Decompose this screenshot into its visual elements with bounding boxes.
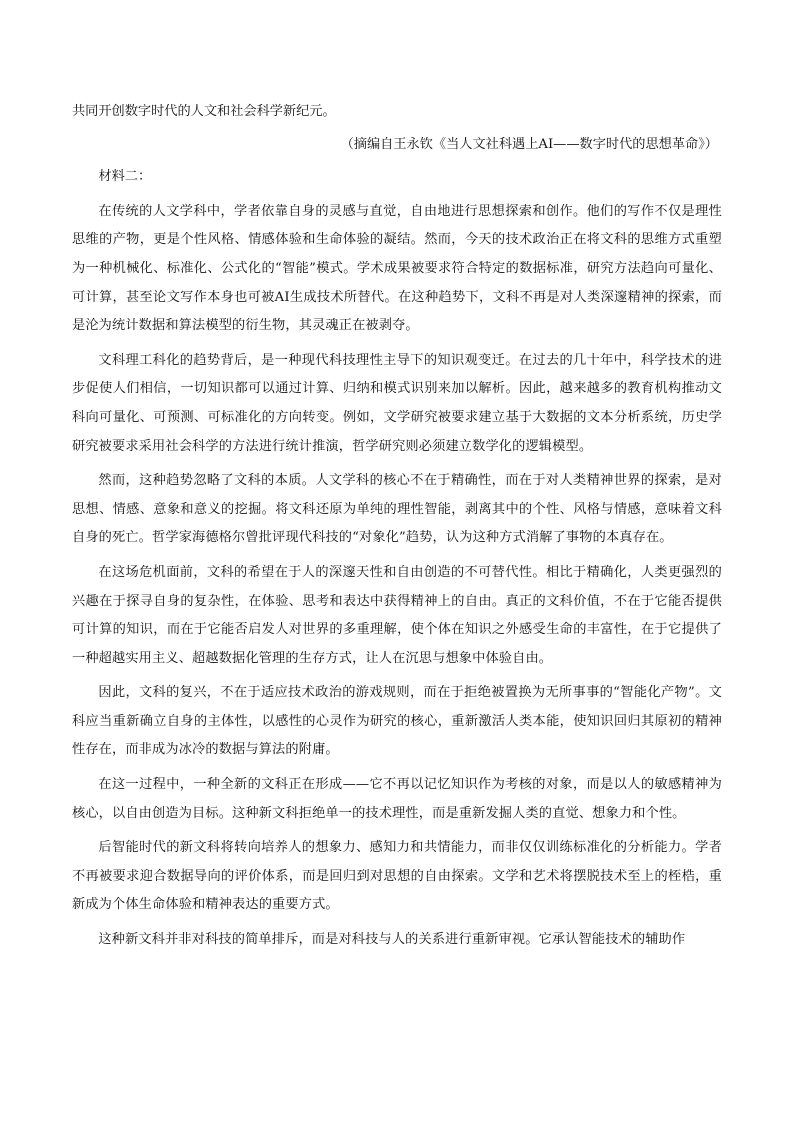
paragraph-6: 在这一过程中，一种全新的文科正在形成——它不再以记忆知识作为考核的对象，而是以人的敏感精神为核心，以自由创造为目标。这种新文科拒绝单一的技术理性，而是重新发掘人类的直觉、想象力和个性。 (72, 777, 722, 821)
paragraph-5: 因此，文科的复兴，不在于适应技术政治的游戏规则，而在于拒绝被置换为无所事事的“智能化产物”。文科应当重新确立自身的主体性，以感性的心灵作为研究的核心，重新激活人类本能，使知识回归其原初的精神性存在，而非成为冰冷的数据与算法的附庸。 (72, 685, 722, 758)
material-label: 材料二： (98, 169, 152, 185)
paragraph-7: 后智能时代的新文科将转向培养人的想象力、感知力和共情能力，而非仅仅训练标准化的分析能力。学者不再被要求迎合数据导向的评价体系，而是回归到对思想的自由探索。文学和艺术将摆脱技术至上的桎梏，重新成为个体生命体验和精神表达的重要方式。 (72, 840, 722, 913)
paragraph-3: 然而，这种趋势忽略了文科的本质。人文学科的核心不在于精确性，而在于对人类精神世界的探索，是对思想、情感、意象和意义的挖掘。将文科还原为单纯的理性智能，剥离其中的个性、风格与情感，意味着文科自身的死亡。哲学家海德格尔曾批评现代科技的“对象化”趋势，认为这种方式消解了事物的本真存在。 (72, 473, 722, 546)
paragraph-1: 在传统的人文学科中，学者依靠自身的灵感与直觉，自由地进行思想探索和创作。他们的写作不仅是理性思维的产物，更是个性风格、情感体验和生命体验的凝结。然而，今天的技术政治正在将文科的思维方式重塑为一种机械化、标准化、公式化的“智能”模式。学术成果被要求符合特定的数据标准，研究方法趋向可量化、可计算，甚至论文写作本身也可被AI生成技术所替代。在这种趋势下，文科不再是对人类深邃精神的探索，而是沦为统计数据和算法模型的衍生物，其灵魂正在被剥夺。 (72, 203, 722, 334)
document-body (72, 98, 722, 955)
paragraph-8: 这种新文科并非对科技的简单排斥，而是对科技与人的关系进行重新审视。它承认智能技术的辅助作 (98, 932, 686, 948)
continuation-line: 共同开创数字时代的人文和社会科学新纪元。 (72, 104, 336, 119)
source-citation: （摘编自王永钦《当人文社科遇上AI——数字时代的思想革命》） (340, 136, 718, 152)
paragraph-4: 在这场危机面前，文科的希望在于人的深邃天性和自由创造的不可替代性。相比于精确化，人类更强烈的兴趣在于探寻自身的复杂性，在体验、思考和表达中获得精神上的自由。真正的文科价值，不在于它能否提供可计算的知识，而在于它能否启发人对世界的多重理解，使个体在知识之外感受生命的丰富性，在于它提供了一种超越实用主义、超越数据化管理的生存方式，让人在沉思与想象中体验自由。 (72, 564, 722, 666)
paragraph-2: 文科理工科化的趋势背后，是一种现代科技理性主导下的知识观变迁。在过去的几十年中，科学技术的进步促使人们相信，一切知识都可以通过计算、归纳和模式识别来加以解析。因此，越来越多的教育机构推动文科向可量化、可预测、可标准化的方向转变。例如，文学研究被要求建立基于大数据的文本分析系统，历史学研究被要求采用社会科学的方法进行统计推演，哲学研究则必须建立数学化的逻辑模型。 (72, 352, 722, 454)
